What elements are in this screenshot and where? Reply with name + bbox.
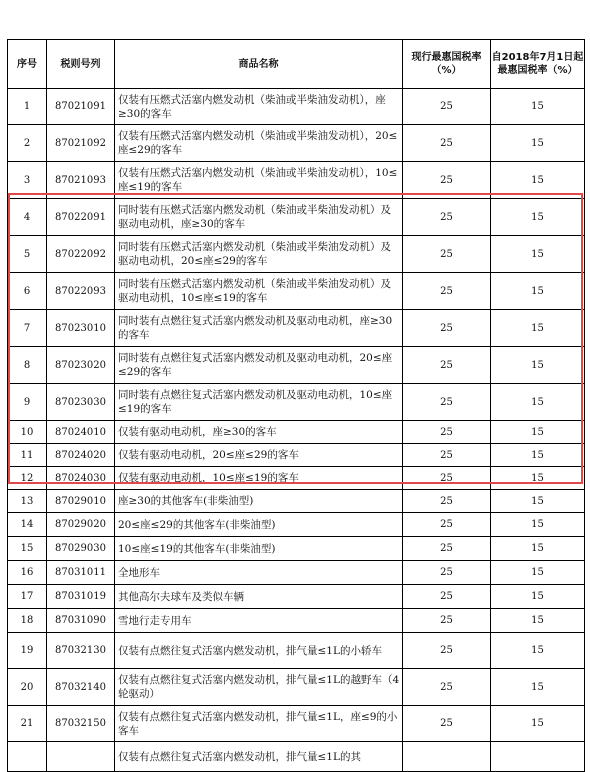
table-row (8, 384, 585, 421)
cell-product-name: 雪地行走专用车 (115, 609, 403, 633)
cell-tariff-code: 87021091 (47, 89, 115, 125)
cell-product-name: 仅装有驱动电动机，10≤座≤19的客车 (115, 467, 403, 490)
cell-new-rate: 15 (491, 310, 585, 347)
cell-tariff-code: 87023010 (47, 310, 115, 347)
cell-new-rate: 15 (491, 561, 585, 585)
cell-tariff-code: 87023030 (47, 384, 115, 421)
cell-new-rate (491, 742, 585, 772)
cell-new-rate: 15 (491, 467, 585, 490)
cell-serial: 16 (8, 561, 47, 585)
cell-new-rate: 15 (491, 609, 585, 633)
cell-tariff-code: 87031090 (47, 609, 115, 633)
cell-tariff-code: 87024030 (47, 467, 115, 490)
cell-product-name: 仅装有驱动电动机，20≤座≤29的客车 (115, 444, 403, 467)
table-row (8, 633, 585, 669)
cell-tariff-code: 87029030 (47, 537, 115, 561)
cell-product-name: 同时装有压燃式活塞内燃发动机（柴油或半柴油发动机）及驱动电动机，座≥30的客车 (115, 199, 403, 236)
cell-tariff-code: 87032150 (47, 706, 115, 742)
cell-current-rate: 25 (403, 467, 491, 490)
cell-product-name: 同时装有压燃式活塞内燃发动机（柴油或半柴油发动机）及驱动电动机，10≤座≤19的客车 (115, 273, 403, 310)
cell-tariff-code: 87029010 (47, 490, 115, 513)
table-header-row (8, 40, 585, 89)
table-row (8, 467, 585, 490)
cell-current-rate: 25 (403, 444, 491, 467)
table-row (8, 421, 585, 444)
cell-tariff-code: 87023020 (47, 347, 115, 384)
table-row (8, 236, 585, 273)
cell-product-name: 同时装有点燃往复式活塞内燃发动机及驱动电动机，10≤座≤19的客车 (115, 384, 403, 421)
header-serial: 序号 (8, 40, 47, 89)
cell-serial: 5 (8, 236, 47, 273)
header-product-name: 商品名称 (115, 40, 403, 89)
cell-product-name: 仅装有点燃往复式活塞内燃发动机，排气量≤1L，座≤9的小客车 (115, 706, 403, 742)
cell-tariff-code: 87022093 (47, 273, 115, 310)
table-row (8, 444, 585, 467)
cell-serial: 4 (8, 199, 47, 236)
table-row (8, 537, 585, 561)
cell-current-rate: 25 (403, 162, 491, 199)
cell-tariff-code: 87032130 (47, 633, 115, 669)
cell-serial: 7 (8, 310, 47, 347)
header-tariff-code: 税则号列 (47, 40, 115, 89)
cell-current-rate: 25 (403, 537, 491, 561)
table-row (8, 490, 585, 513)
cell-product-name: 仅装有点燃往复式活塞内燃发动机，排气量≤1L的越野车（4轮驱动） (115, 669, 403, 706)
cell-current-rate: 25 (403, 633, 491, 669)
cell-current-rate: 25 (403, 609, 491, 633)
cell-new-rate: 15 (491, 89, 585, 125)
cell-current-rate: 25 (403, 706, 491, 742)
cell-tariff-code: 87024020 (47, 444, 115, 467)
table-row (8, 125, 585, 162)
cell-tariff-code: 87029020 (47, 513, 115, 537)
cell-product-name: 同时装有点燃往复式活塞内燃发动机及驱动电动机，20≤座≤29的客车 (115, 347, 403, 384)
cell-current-rate: 25 (403, 89, 491, 125)
cell-serial: 3 (8, 162, 47, 199)
cell-serial: 21 (8, 706, 47, 742)
cell-product-name: 座≥30的其他客车(非柴油型) (115, 490, 403, 513)
table-row (8, 513, 585, 537)
cell-product-name: 仅装有压燃式活塞内燃发动机（柴油或半柴油发动机），20≤座≤29的客车 (115, 125, 403, 162)
cell-serial: 12 (8, 467, 47, 490)
cell-serial: 20 (8, 669, 47, 706)
cell-product-name: 10≤座≤19的其他客车(非柴油型) (115, 537, 403, 561)
cell-serial: 15 (8, 537, 47, 561)
cell-serial (8, 742, 47, 772)
cell-current-rate: 25 (403, 310, 491, 347)
cell-new-rate: 15 (491, 347, 585, 384)
cell-product-name: 仅装有驱动电动机，座≥30的客车 (115, 421, 403, 444)
cell-product-name: 同时装有压燃式活塞内燃发动机（柴油或半柴油发动机）及驱动电动机，20≤座≤29的客车 (115, 236, 403, 273)
cell-current-rate: 25 (403, 125, 491, 162)
table-row (8, 742, 585, 772)
cell-current-rate: 25 (403, 347, 491, 384)
table-row (8, 669, 585, 706)
cell-serial: 13 (8, 490, 47, 513)
cell-new-rate: 15 (491, 513, 585, 537)
cell-new-rate: 15 (491, 669, 585, 706)
cell-new-rate: 15 (491, 537, 585, 561)
cell-tariff-code: 87024010 (47, 421, 115, 444)
cell-product-name: 仅装有压燃式活塞内燃发动机（柴油或半柴油发动机），座≥30的客车 (115, 89, 403, 125)
header-current-rate: 现行最惠国税率（%） (403, 40, 491, 89)
tariff-table (7, 39, 585, 772)
cell-new-rate: 15 (491, 490, 585, 513)
cell-new-rate: 15 (491, 444, 585, 467)
cell-new-rate: 15 (491, 162, 585, 199)
cell-new-rate: 15 (491, 585, 585, 609)
cell-current-rate: 25 (403, 561, 491, 585)
cell-serial: 10 (8, 421, 47, 444)
cell-new-rate: 15 (491, 125, 585, 162)
cell-tariff-code: 87032140 (47, 669, 115, 706)
cell-product-name: 仅装有点燃往复式活塞内燃发动机，排气量≤1L的其 (115, 742, 403, 772)
table-row (8, 609, 585, 633)
table-row (8, 273, 585, 310)
cell-serial: 14 (8, 513, 47, 537)
cell-current-rate: 25 (403, 273, 491, 310)
cell-tariff-code: 87021092 (47, 125, 115, 162)
cell-serial: 11 (8, 444, 47, 467)
cell-current-rate: 25 (403, 669, 491, 706)
cell-current-rate: 25 (403, 585, 491, 609)
cell-product-name: 其他高尔夫球车及类似车辆 (115, 585, 403, 609)
cell-serial: 6 (8, 273, 47, 310)
table-row (8, 162, 585, 199)
cell-tariff-code: 87031011 (47, 561, 115, 585)
cell-new-rate: 15 (491, 384, 585, 421)
table-row (8, 89, 585, 125)
cell-serial: 9 (8, 384, 47, 421)
cell-product-name: 同时装有点燃往复式活塞内燃发动机及驱动电动机，座≥30的客车 (115, 310, 403, 347)
table-row (8, 199, 585, 236)
header-new-rate: 自2018年7月1日起最惠国税率（%） (491, 40, 585, 89)
cell-new-rate: 15 (491, 421, 585, 444)
table-row (8, 347, 585, 384)
cell-new-rate: 15 (491, 199, 585, 236)
cell-new-rate: 15 (491, 706, 585, 742)
cell-product-name: 仅装有点燃往复式活塞内燃发动机，排气量≤1L的小轿车 (115, 633, 403, 669)
cell-current-rate (403, 742, 491, 772)
cell-current-rate: 25 (403, 421, 491, 444)
cell-serial: 8 (8, 347, 47, 384)
cell-current-rate: 25 (403, 490, 491, 513)
cell-new-rate: 15 (491, 236, 585, 273)
cell-current-rate: 25 (403, 236, 491, 273)
cell-tariff-code (47, 742, 115, 772)
cell-tariff-code: 87021093 (47, 162, 115, 199)
table-row (8, 561, 585, 585)
cell-serial: 2 (8, 125, 47, 162)
cell-product-name: 仅装有压燃式活塞内燃发动机（柴油或半柴油发动机），10≤座≤19的客车 (115, 162, 403, 199)
cell-tariff-code: 87031019 (47, 585, 115, 609)
cell-serial: 19 (8, 633, 47, 669)
cell-tariff-code: 87022092 (47, 236, 115, 273)
table-row (8, 585, 585, 609)
cell-tariff-code: 87022091 (47, 199, 115, 236)
cell-serial: 18 (8, 609, 47, 633)
cell-serial: 1 (8, 89, 47, 125)
cell-product-name: 全地形车 (115, 561, 403, 585)
cell-current-rate: 25 (403, 199, 491, 236)
cell-new-rate: 15 (491, 273, 585, 310)
cell-product-name: 20≤座≤29的其他客车(非柴油型) (115, 513, 403, 537)
cell-new-rate: 15 (491, 633, 585, 669)
table-row (8, 310, 585, 347)
cell-serial: 17 (8, 585, 47, 609)
cell-current-rate: 25 (403, 513, 491, 537)
cell-current-rate: 25 (403, 384, 491, 421)
table-row (8, 706, 585, 742)
